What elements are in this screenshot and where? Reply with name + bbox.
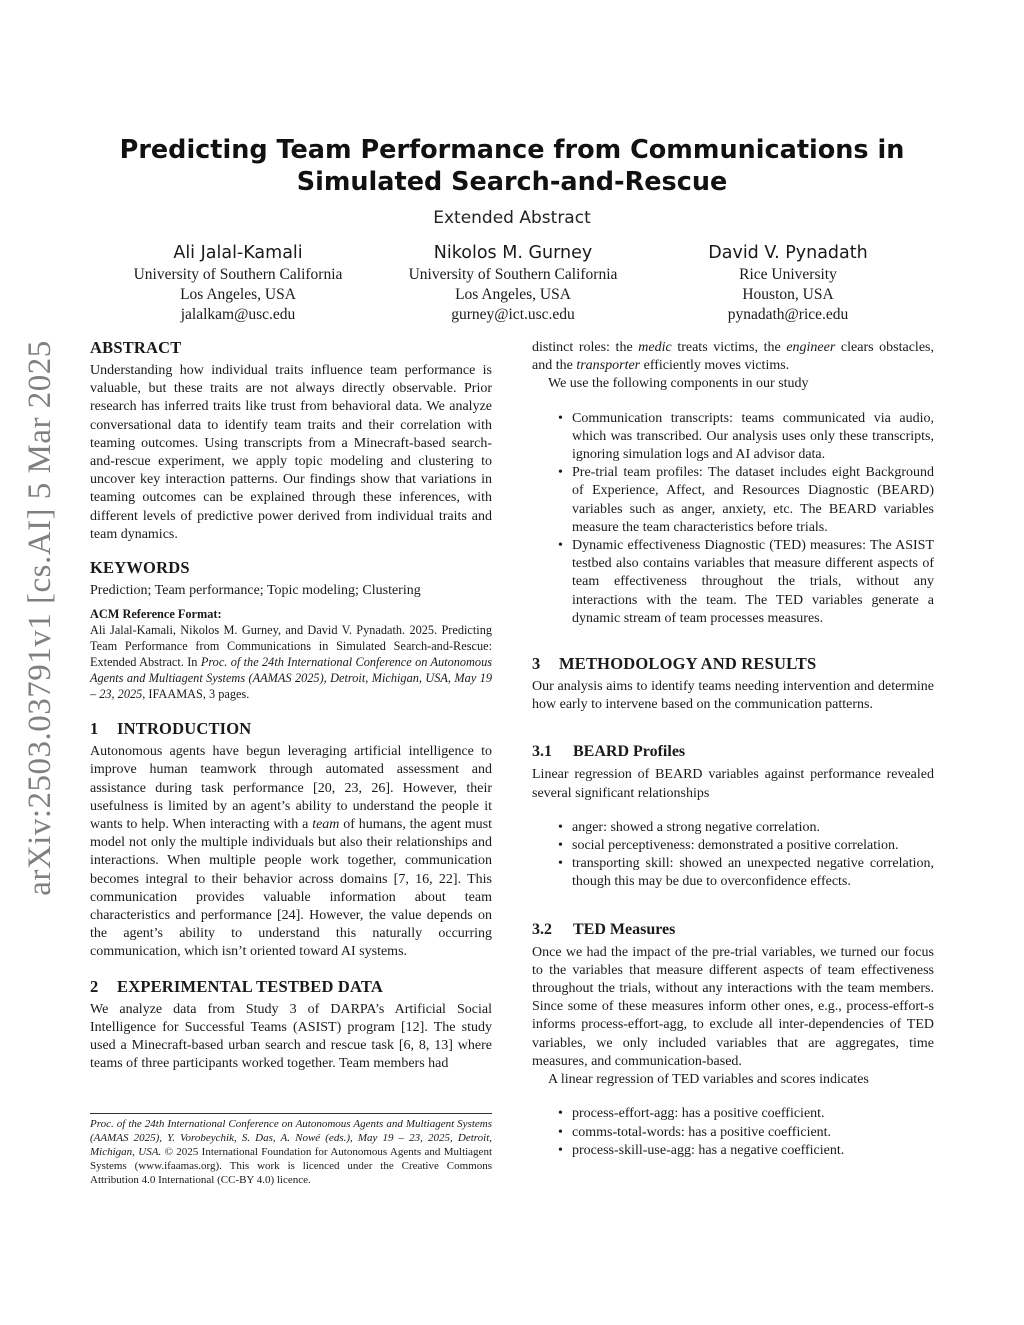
section-heading-introduction <box>90 718 492 740</box>
list-item-text: process-skill-use-agg: has a negative coefficient. <box>572 1142 845 1158</box>
section-title: INTRODUCTION <box>117 719 252 739</box>
author-location: Houston, USA <box>742 286 834 303</box>
left-column <box>90 337 492 1073</box>
abstract-heading: ABSTRACT <box>90 338 182 357</box>
beard-list <box>532 819 934 892</box>
ted-text-2: A linear regression of TED variables and scores indicates <box>548 1072 869 1088</box>
bullet-icon: • <box>558 465 563 481</box>
testbed-text: We analyze data from Study 3 of DARPA’s Artificial Social Intelligence for Successful Teams (ASIST) program [12]. The study used a Minecraft-based urban search and rescue task [6, 8, 13] where teams of three participants worked together. Team members had <box>90 1001 492 1072</box>
author-name: Ali Jalal-Kamali <box>173 243 303 263</box>
bullet-icon: • <box>558 838 563 854</box>
author-email: gurney@ict.usc.edu <box>451 306 575 323</box>
acm-reference-heading: ACM Reference Format: <box>90 607 222 622</box>
paper-subtitle: Extended Abstract <box>433 208 591 228</box>
abstract-text: Understanding how individual traits influence team performance is valuable, but these traits are not always directly observable. Prior research has inferred traits like trust from behavioral data. We analyze conversational data to identify team traits and their correlation with teaming outcomes. Using transcripts from a Minecraft-based search-and-rescue experiment, we apply topic modeling and clustering to uncover key interaction patterns. Our findings show that variations in teaming outcomes can be explained through these inferences, with different levels of predictive power derived from individual traits and team dynamics. <box>90 363 492 542</box>
list-item <box>532 1124 934 1142</box>
roles-text-2: treats victims, the <box>671 340 787 355</box>
author-location: Los Angeles, USA <box>455 286 571 303</box>
bullet-icon: • <box>558 1124 563 1140</box>
arxiv-identifier: arXiv:2503.03791v1 [cs.AI] 5 Mar 2025 <box>22 340 58 896</box>
list-item-text: comms-total-words: has a positive coefficient. <box>572 1124 832 1140</box>
list-item-text: transporting skill: showed an unexpected negative correlation, though this may be due to overconfidence effects. <box>572 856 934 890</box>
title-line-1: Predicting Team Performance from Communications in <box>119 135 905 165</box>
introduction-text-a: Autonomous agents have begun leveraging artificial intelligence to improve human teamwork through automated assessment and assistance during task performance [20, 23, 26]. However, their usefulness is limited by an agent’s ability to understand the people it wants to help. When interacting with a <box>90 744 492 833</box>
bullet-icon: • <box>558 856 563 872</box>
ted-list <box>532 1105 934 1160</box>
right-column <box>532 339 934 1160</box>
list-item-text: Communication transcripts: teams communicated via audio, which was transcribed. Our analysis uses only these transcripts, ignoring simulation logs and AI advisor data. <box>572 410 934 463</box>
role-medic: medic <box>638 340 672 355</box>
bullet-icon: • <box>558 819 563 835</box>
components-intro: We use the following components in our study <box>548 376 809 392</box>
ted-text: Once we had the impact of the pre-trial variables, we turned our focus to the variables that measure different aspects of team effectiveness throughout the trials, without any interactions with the team members. Since some of these measures inform other ones, e.g., process-effort-s informs process-effort-agg, to exclude all inter-dependencies of TED variables, we only included variables that are aggregates, time measures, and communication-based. <box>532 944 934 1069</box>
list-item-text: anger: showed a strong negative correlation. <box>572 819 821 835</box>
components-list <box>532 410 934 628</box>
bullet-icon: • <box>558 410 563 426</box>
section-heading-methodology <box>532 653 934 675</box>
footnote-proceedings: Proc. of the 24th International Conference on Autonomous Agents and Multiagent Systems (AAMAS 2025), Y. Vorobeychik, S. Das, A. Nowé (eds.), May 19 – 23, 2025, Detroit, Michigan, USA. <box>90 1118 492 1158</box>
list-item <box>532 410 934 465</box>
section-title: EXPERIMENTAL TESTBED DATA <box>117 976 384 996</box>
introduction-text-b: of humans, the agent must model not only the multiple individuals but also their relationships and interactions. When multiple people work together, communication becomes integral to their behavior across domains [7, 16, 22]. This communication provides valuable information about team characteristics and performance [24]. However, the value depends on the agent’s ability to understand this naturally occurring communication, which isn’t oriented toward AI systems. <box>90 817 492 960</box>
subsection-heading-beard <box>532 741 934 763</box>
author-name: Nikolos M. Gurney <box>433 243 593 263</box>
methodology-text: Our analysis aims to identify teams needing intervention and determine how early to intervene based on the communication patterns. <box>532 679 934 713</box>
roles-text-4: efficiently moves victims. <box>640 358 790 374</box>
list-item <box>532 819 934 837</box>
keywords-heading: KEYWORDS <box>90 558 190 578</box>
roles-text <box>532 339 934 375</box>
footnote-copyright: © 2025 International Foundation for Autonomous Agents and Multiagent Systems (www.ifaamas.org). This work is licenced under the Creative Commons Attribution 4.0 International (CC-BY 4.0) licence. <box>90 1146 492 1186</box>
section-number: 3 <box>532 654 541 674</box>
list-item <box>532 837 934 855</box>
bullet-icon: • <box>558 538 563 554</box>
acm-reference-authors: Ali Jalal-Kamali, Nikolos M. Gurney, and David V. Pynadath. 2025. Predicting Team Performance from Communications in Simulated Search-and-Rescue: Extended Abstract. In <box>90 623 492 670</box>
list-item-text: process-effort-agg: has a positive coefficient. <box>572 1106 825 1122</box>
role-transporter: transporter <box>576 358 641 374</box>
introduction-emphasis: team <box>312 817 340 833</box>
roles-text-1: distinct roles: the <box>532 340 639 355</box>
roles-text-3: clears obstacles, and the <box>532 340 934 374</box>
author-location: Los Angeles, USA <box>180 286 296 303</box>
footnote <box>90 1113 492 1187</box>
section-title: METHODOLOGY AND RESULTS <box>559 654 817 674</box>
author-affiliation: University of Southern California <box>408 266 618 283</box>
author-email: pynadath@rice.edu <box>727 306 849 323</box>
beard-text: Linear regression of BEARD variables against performance revealed several significant relationships <box>532 767 934 801</box>
section-heading-testbed <box>90 976 492 998</box>
subsection-title: BEARD Profiles <box>573 743 686 761</box>
list-item-text: social perceptiveness: demonstrated a positive correlation. <box>572 838 899 854</box>
introduction-text <box>90 743 492 961</box>
author-block <box>368 241 658 325</box>
author-email: jalalkam@usc.edu <box>180 306 296 323</box>
list-item <box>532 1105 934 1123</box>
list-item <box>532 464 934 537</box>
paper-title <box>100 134 924 198</box>
subsection-title: TED Measures <box>573 920 676 938</box>
acm-reference-text <box>90 622 492 702</box>
subsection-number: 3.2 <box>532 920 552 938</box>
keywords-text: Prediction; Team performance; Topic modeling; Clustering <box>90 583 421 599</box>
author-affiliation: University of Southern California <box>133 266 343 283</box>
author-name: David V. Pynadath <box>708 243 868 263</box>
list-item-text: Pre-trial team profiles: The dataset includes eight Background of Experience, Affect, and Resources Diagnostic (BEARD) variables such as anger, anxiety, etc. The BEARD variables measure the team characteristics before trials. <box>572 465 934 535</box>
list-item <box>532 855 934 891</box>
bullet-icon: • <box>558 1106 563 1122</box>
list-item-text: Dynamic effectiveness Diagnostic (TED) measures: The ASIST testbed also contains variables that measure different aspects of team effectiveness throughout the trials, without any interactions with the team. The TED variables generate a dynamic stream of team processes measures. <box>572 538 934 626</box>
role-engineer: engineer <box>786 340 836 355</box>
list-item <box>532 1142 934 1160</box>
subsection-number: 3.1 <box>532 743 552 761</box>
section-number: 1 <box>90 719 99 739</box>
author-block <box>643 241 933 325</box>
acm-reference-tail: , IFAAMAS, 3 pages. <box>142 687 250 702</box>
author-block <box>93 241 383 325</box>
bullet-icon: • <box>558 1142 563 1158</box>
acm-reference-venue: Proc. of the 24th International Conference on Autonomous Agents and Multiagent Systems (AAMAS 2025), Detroit, Michigan, USA, May 19 – 23, 2025 <box>90 655 492 702</box>
list-item <box>532 537 934 628</box>
title-line-2: Simulated Search-and-Rescue <box>296 167 728 197</box>
subsection-heading-ted <box>532 919 934 941</box>
section-number: 2 <box>90 976 99 996</box>
author-affiliation: Rice University <box>739 266 837 283</box>
